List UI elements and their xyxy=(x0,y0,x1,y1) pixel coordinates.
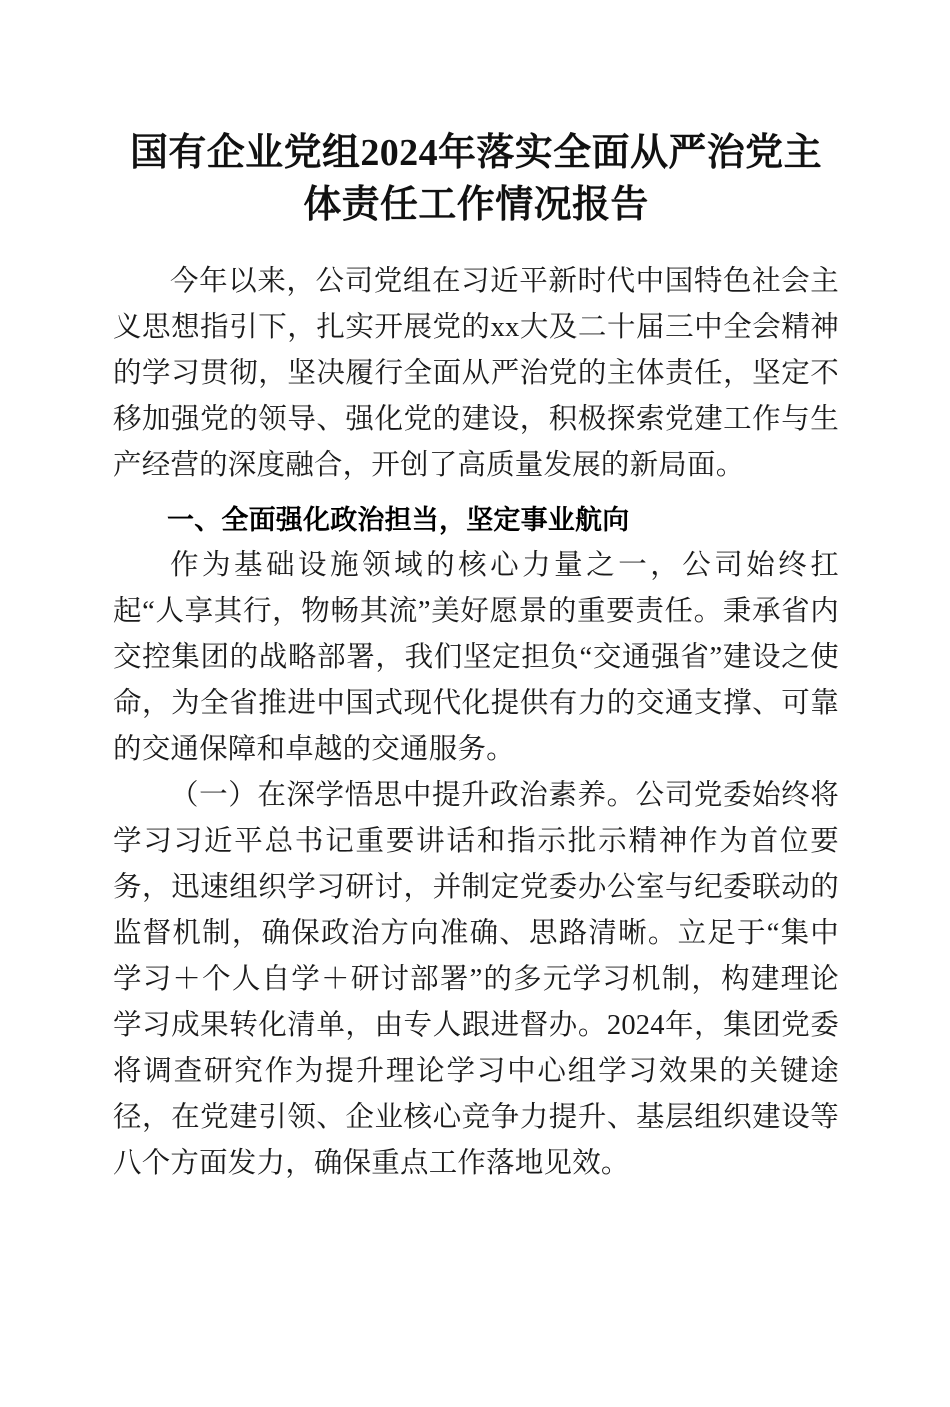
document-body xyxy=(113,0,839,1407)
document-content xyxy=(113,259,839,1187)
page-bottom-whitespace xyxy=(113,1187,839,1407)
intro-paragraph: 今年以来，公司党组在习近平新时代中国特色社会主义思想指引下，扎实开展党的xx大及二十届三中全会精神的学习贯彻，坚决履行全面从严治党的主体责任，坚定不移加强党的领导、强化党的建设，积极探索党建工作与生产经营的深度融合，开创了高质量发展的新局面。 xyxy=(113,266,839,481)
section-heading-1: 一、全面强化政治担当，坚定事业航向 xyxy=(167,505,630,535)
section-1-paragraph-1: 作为基础设施领域的核心力量之一，公司始终扛起“人享其行，物畅其流”美好愿景的重要责任。秉承省内交控集团的战略部署，我们坚定担负“交通强省”建设之使命，为全省推进中国式现代化提供有力的交通支撑、可靠的交通保障和卓越的交通服务。 xyxy=(113,550,839,765)
page-title: 国有企业党组2024年落实全面从严治党主体责任工作情况报告 xyxy=(129,132,822,226)
subsection-1-1-paragraph: （一）在深学悟思中提升政治素养。公司党委始终将学习习近平总书记重要讲话和指示批示精神作为首位要务，迅速组织学习研讨，并制定党委办公室与纪委联动的监督机制，确保政治方向准确、思路清晰。立足于“集中学习＋个人自学＋研讨部署”的多元学习机制，构建理论学习成果转化清单，由专人跟进督办。2024年，集团党委将调查研究作为提升理论学习中心组学习效果的关键途径，在党建引领、企业核心竞争力提升、基层组织建设等八个方面发力，确保重点工作落地见效。 xyxy=(113,780,839,1179)
